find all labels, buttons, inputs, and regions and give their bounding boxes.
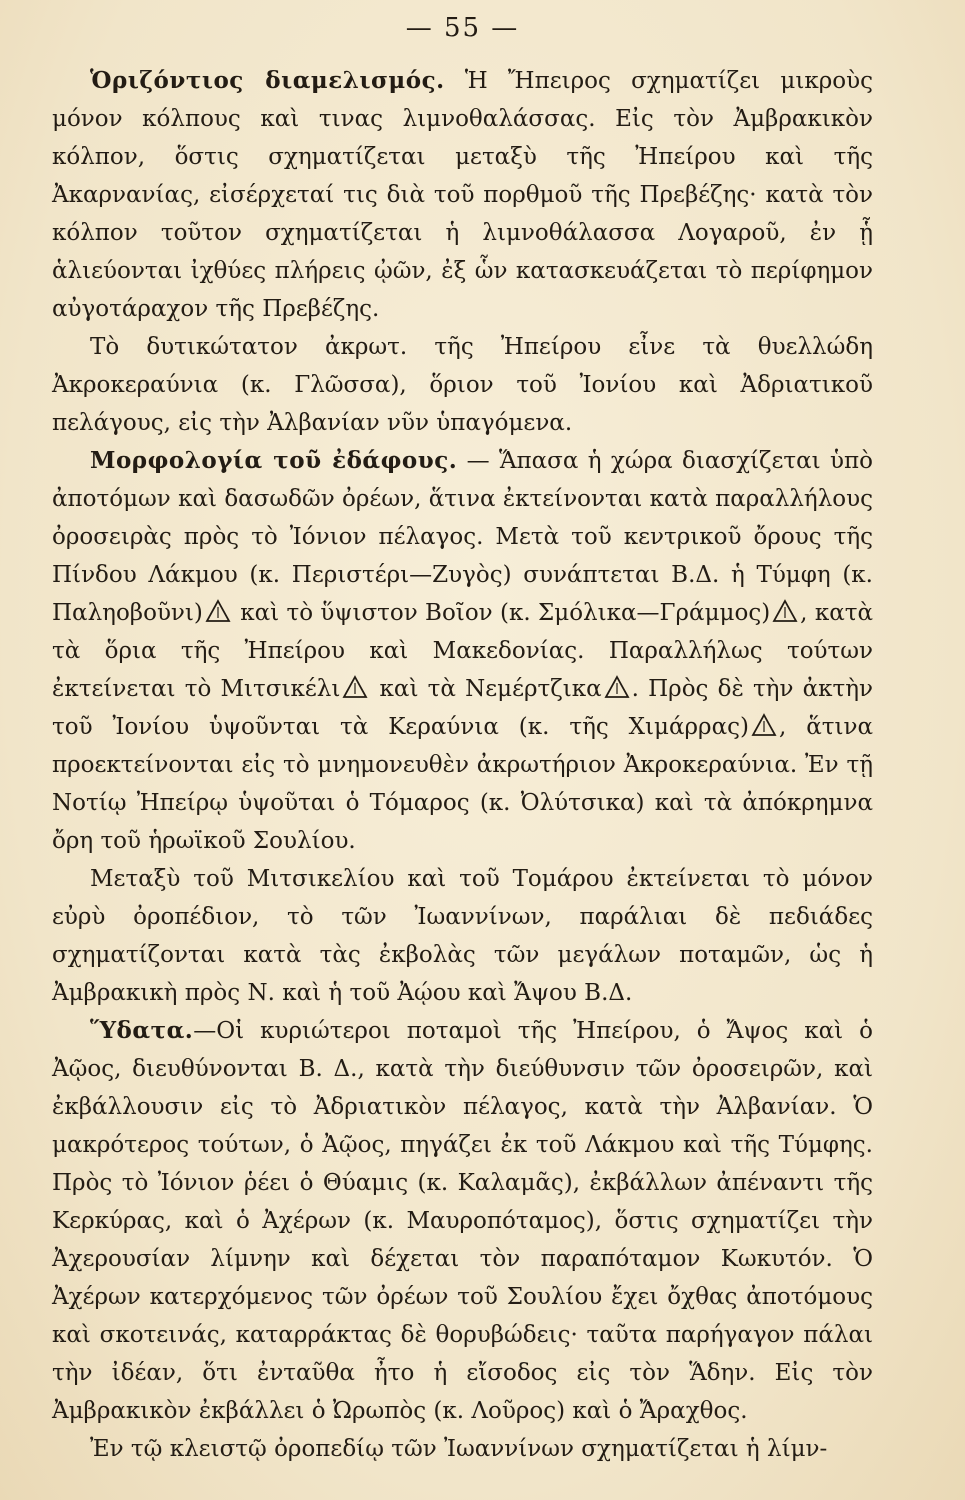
paragraph-text: — Ἅπασα ἡ χώρα διασχίζεται ὑπὸ ἀποτόμων καὶ δασωδῶν ὀρέων, ἅτινα ἐκτείνονται κατὰ παραλλήλους ὀροσειρὰς πρὸς τὸ Ἰόνιον πέλαγος. Μετὰ τοῦ κεντρικοῦ ὄρους τῆς Πίνδου Λάκμου (κ. Περιστέρι—Ζυγὸς) συνάπτεται Β.Δ. ἡ Τύμφη (κ. Παληοβοῦνι) [52,448,873,626]
paragraph-text: Μεταξὺ τοῦ Μιτσικελίου καὶ τοῦ Τομάρου ἐκτείνεται τὸ μόνον εὐρὺ ὀροπέδιον, τὸ τῶν Ἰωαννίνων, παράλιαι δὲ πεδιάδες σχηματίζονται κατὰ τὰς ἐκβολὰς τῶν μεγάλων ποταμῶν, ὡς ἡ Ἀμβρακικὴ πρὸς Ν. καὶ ἡ τοῦ Ἀῴου καὶ Ἄψου Β.Δ. [52,866,873,1006]
mountain-triangle-icon [604,675,630,699]
paragraph-text: —Οἱ κυριώτεροι ποταμοὶ τῆς Ἠπείρου, ὁ Ἄψος καὶ ὁ Ἀῷος, διευθύνονται Β. Δ., κατὰ τὴν διεύθυνσιν τῶν ὀροσειρῶν, καὶ ἐκβάλλουσιν εἰς τὸ Ἀδριατικὸν πέλαγος, κατὰ τὴν Ἀλβανίαν. Ὁ μακρότερος τούτων, ὁ Ἀῷος, πηγάζει ἐκ τοῦ Λάκμου καὶ τῆς Τύμφης. Πρὸς τὸ Ἰόνιον ῥέει ὁ Θύαμις (κ. Καλαμᾶς), ἐκβάλλων ἀπέναντι τῆς Κερκύρας, καὶ ὁ Ἀχέρων (κ. Μαυροπόταμος), ὅστις σχηματίζει τὴν Ἀχερουσίαν λίμνην καὶ δέχεται τὸν παραπόταμον Κωκυτόν. Ὁ Ἀχέρων κατερχόμενος τῶν ὀρέων τοῦ Σουλίου ἔχει ὄχθας ἀποτόμους καὶ σκοτεινάς, καταρράκτας δὲ θορυβώδεις· ταῦτα παρήγαγον πάλαι τὴν ἰδέαν, ὅτι ἐνταῦθα ἦτο ἡ εἴσοδος εἰς τὸν Ἅδην. Εἰς τὸν Ἀμβρακικὸν ἐκβάλλει ὁ Ὠρωπὸς (κ. Λοῦρος) καὶ ὁ Ἄραχθος. [52,1018,873,1424]
mountain-triangle-icon [772,599,798,623]
mountain-triangle-icon [205,599,231,623]
paragraph-text: Τὸ δυτικώτατον ἀκρωτ. τῆς Ἠπείρου εἶνε τὰ θυελλώδη Ἀκροκεραύνια (κ. Γλῶσσα), ὅριον τοῦ Ἰονίου καὶ Ἀδριατικοῦ πελάγους, εἰς τὴν Ἀλβανίαν νῦν ὑπαγόμενα. [52,334,873,436]
paragraph-text: , κατὰ τὰ ὅρια τῆς Ἠπείρου καὶ Μακεδονίας. Παραλλήλως τούτων ἐκτείνεται τὸ Μιτσικέλι [52,600,873,702]
paragraph-text: καὶ τὰ Νεμέρτζικα [370,676,602,702]
paragraph-horizontal-division [52,62,873,328]
paragraph-text: Ἐν τῷ κλειστῷ ὀροπεδίῳ τῶν Ἰωαννίνων σχηματίζεται ἡ λίμν- [90,1436,828,1462]
paragraph-text: . Πρὸς δὲ τὴν ἀκτὴν τοῦ Ἰονίου ὑψοῦνται τὰ Κεραύνια (κ. τῆς Χιμάρρας) [52,676,874,740]
paragraph-lake [52,1430,873,1468]
paragraph-plateau [52,860,873,1012]
mountain-triangle-icon [342,675,368,699]
paragraph-text: καὶ τὸ ὕψιστον Βοῖον (κ. Σμόλικα—Γράμμος) [232,600,771,626]
mountain-triangle-icon [751,713,777,737]
paragraph-westernmost-cape [52,328,873,442]
paragraph-waters [52,1012,873,1430]
heading-morphology: Μορφολογία τοῦ ἐδάφους. [90,447,458,474]
page-number: — 55 — [405,13,520,43]
heading-horizontal-division: Ὁριζόντιος διαμελισμός. [90,67,445,94]
paragraph-morphology [52,442,873,860]
paragraph-text: , ἅτινα προεκτείνονται εἰς τὸ μνημονευθὲν ἀκρωτήριον Ἀκροκεραύνια. Ἐν τῇ Νοτίῳ Ἠπείρῳ ὑψοῦται ὁ Τόμαρος (κ. Ὀλύτσικα) καὶ τὰ ἀπόκρημνα ὄρη τοῦ ἡρωϊκοῦ Σουλίου. [52,714,873,854]
paragraph-text: Ἡ Ἤπειρος σχηματίζει μικροὺς μόνον κόλπους καὶ τινας λιμνοθαλάσσας. Εἰς τὸν Ἀμβρακικὸν κόλπον, ὅστις σχηματίζεται μεταξὺ τῆς Ἠπείρου καὶ τῆς Ἀκαρνανίας, εἰσέρχεταί τις διὰ τοῦ πορθμοῦ τῆς Πρεβέζης· κατὰ τὸν κόλπον τοῦτον σχηματίζεται ἡ λιμνοθάλασσα Λογαροῦ, ἐν ᾗ ἁλιεύονται ἰχθύες πλήρεις ᾠῶν, ἐξ ὧν κατασκευάζεται τὸ περίφημον αὐγοτάραχον τῆς Πρεβέζης. [52,68,873,322]
heading-waters: Ὕδατα. [90,1017,194,1044]
